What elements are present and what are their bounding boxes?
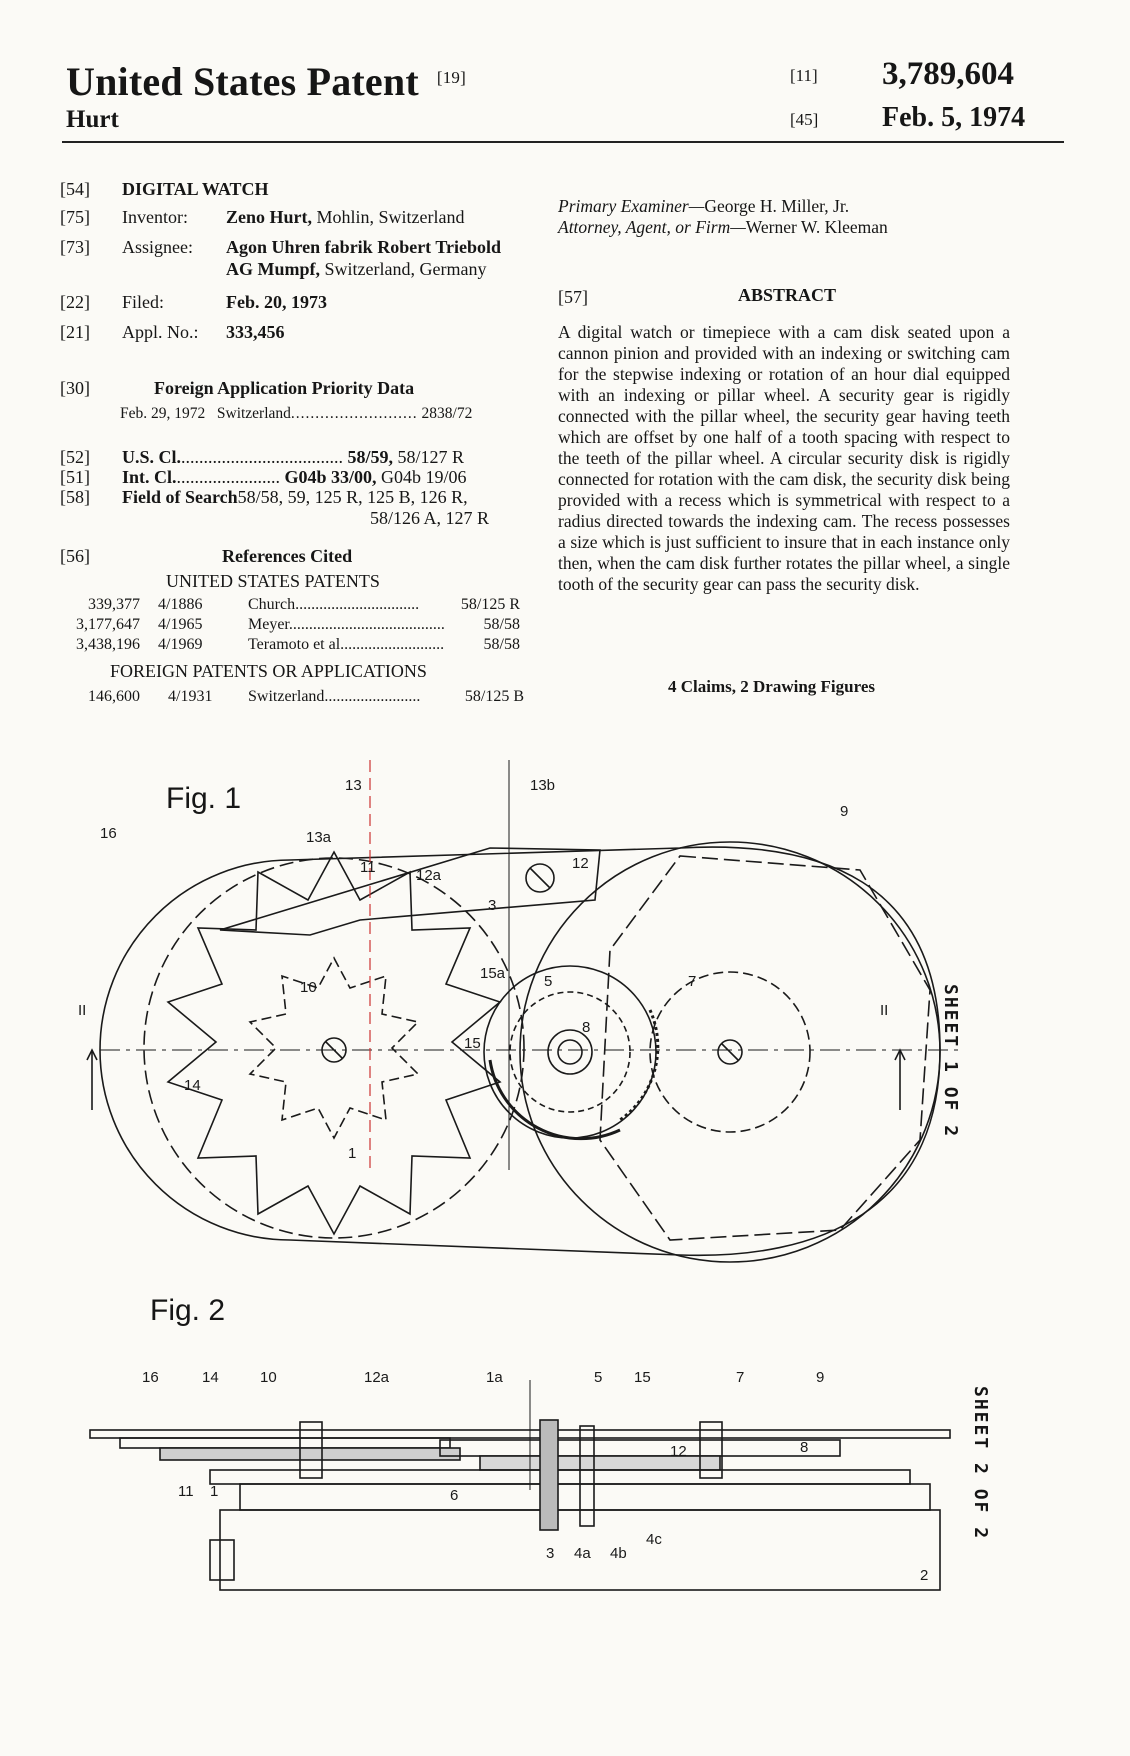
field-inventor: [75] Inventor: Zeno Hurt, Mohlin, Switzerland [60,207,465,227]
svg-text:9: 9 [816,1369,825,1386]
svg-text:15: 15 [464,1035,481,1052]
us-patent-row: 339,377 4/1886 Church............................... 58/125 R [88,596,520,613]
svg-text:8: 8 [582,1019,591,1036]
us-patent-row: 3,438,196 4/1969 Teramoto et al.......................... 58/58 [76,636,520,653]
svg-text:10: 10 [260,1369,277,1386]
svg-text:5: 5 [594,1369,603,1386]
svg-text:13a: 13a [306,829,332,846]
svg-text:5: 5 [544,973,553,990]
field-int-cl: [51] Int. Cl........................ G04b 33/00, G04b 19/06 [60,467,467,487]
priority-row: Feb. 29, 1972 Switzerland.......................... 2838/72 [120,405,473,422]
references-heading: References Cited [222,546,353,566]
svg-text:4c: 4c [646,1531,662,1548]
title-code: [19] [436,68,466,87]
field-search: [58] Field of Search58/58, 59, 125 R, 125 B, 126 R, [60,487,468,507]
field-assignee: [73] Assignee: Agon Uhren fabrik Robert Triebold [60,237,502,257]
fig2-label: Fig. 2 [150,1294,226,1327]
svg-text:12a: 12a [416,867,442,884]
section-mark-left: II [78,1002,87,1019]
field-filed: [22] Filed: Feb. 20, 1973 [60,292,327,312]
svg-text:3: 3 [488,897,497,914]
movement-base [240,1484,930,1510]
svg-text:12: 12 [572,855,589,872]
patent-number: 3,789,604 [882,56,1014,92]
number-code: [11] [790,66,818,85]
field-search-line2: 58/126 A, 127 R [370,508,490,528]
svg-text:15: 15 [634,1369,651,1386]
us-patent-row: 3,177,647 4/1965 Meyer....................................... 58/58 [76,616,520,633]
field-priority-code: [30] [60,378,90,398]
svg-text:12: 12 [670,1443,687,1460]
priority-heading: Foreign Application Priority Data [154,378,415,398]
svg-text:15a: 15a [480,965,506,982]
sheet1-label: SHEET 1 OF 2 [940,984,961,1139]
svg-text:1: 1 [210,1483,219,1500]
svg-text:7: 7 [688,973,697,990]
svg-text:4b: 4b [610,1545,627,1562]
svg-text:3: 3 [546,1545,555,1562]
claims-count: 4 Claims, 2 Drawing Figures [668,677,875,696]
date-code: [45] [790,110,819,129]
dial-plate [90,1430,950,1438]
abstract-code: [57] [558,287,588,307]
fig1-drawing [60,760,1020,1320]
svg-text:10: 10 [300,979,317,996]
primary-examiner: Primary Examiner—George H. Miller, Jr. [558,196,850,216]
field-appl-no: [21] Appl. No.: 333,456 [60,322,285,342]
field-us-cl: [52] U.S. Cl..................................... 58/59, 58/127 R [60,447,465,467]
svg-text:9: 9 [840,803,849,820]
header-rule [62,141,1064,143]
svg-text:11: 11 [178,1483,194,1500]
section-mark-right: II [880,1002,889,1019]
fig2-reference-numerals [142,1369,928,1584]
us-patents-heading: UNITED STATES PATENTS [166,571,380,591]
abstract-heading: ABSTRACT [738,285,837,305]
abstract-text: A digital watch or timepiece with a cam disk seated upon a cannon pinion and provided with an indexing or switching cam for the stepwise indexing or rotation of an hour dial equipped with an indexing or pillar wheel. A security gear is rigidly connected with the pillar wheel, the security gear having teeth which are offset by one half of a tooth spacing with respect to the teeth of the pillar wheel. A circular security disk is rigidly connected for rotation with the cam disk, the security disk being provided with a recess which is symmetrical with respect to a radius directed towards the indexing cam. The recess possesses a size which is just sufficient to insure that in each instance only then, when the cam disk further rotates the pillar wheel, a single tooth of the security gear can pass the security disk. [558,322,1010,594]
svg-text:1a: 1a [486,1369,503,1386]
svg-text:12a: 12a [364,1369,390,1386]
foreign-patents-heading: FOREIGN PATENTS OR APPLICATIONS [110,661,427,681]
patent-number-block [790,56,1060,92]
attorney: Attorney, Agent, or Firm—Werner W. Kleeman [558,217,888,237]
svg-text:13b: 13b [530,777,556,794]
svg-text:13: 13 [345,777,362,794]
fig2-drawing [60,1340,1020,1660]
star-wheel [250,958,418,1138]
svg-text:6: 6 [450,1487,459,1504]
sheet2-label: SHEET 2 OF 2 [970,1386,991,1541]
field-assignee-line2: AG Mumpf, Switzerland, Germany [226,259,487,279]
svg-text:8: 8 [800,1439,809,1456]
field-title: [54] DIGITAL WATCH [60,179,269,199]
patent-date-block [790,102,1060,133]
inventor-surname: Hurt [66,106,119,133]
foreign-patent-row: 146,600 4/1931 Switzerland........................ 58/125 B [88,688,524,705]
patent-date: Feb. 5, 1974 [882,102,1026,133]
svg-text:2: 2 [920,1567,929,1584]
plate-outline [290,847,940,1255]
gear-14 [168,852,500,1234]
svg-text:7: 7 [736,1369,745,1386]
fig1-label: Fig. 1 [166,782,242,815]
svg-text:16: 16 [100,825,117,842]
examiners [558,196,888,238]
svg-text:16: 16 [142,1369,159,1386]
fig1-reference-numerals [78,777,888,1162]
svg-text:1: 1 [348,1145,357,1162]
references-code: [56] [60,546,90,566]
svg-text:4a: 4a [574,1545,591,1562]
svg-text:14: 14 [184,1077,201,1094]
patent-title: United States Patent [19] [66,59,466,104]
svg-text:14: 14 [202,1369,219,1386]
svg-text:11: 11 [360,859,376,876]
